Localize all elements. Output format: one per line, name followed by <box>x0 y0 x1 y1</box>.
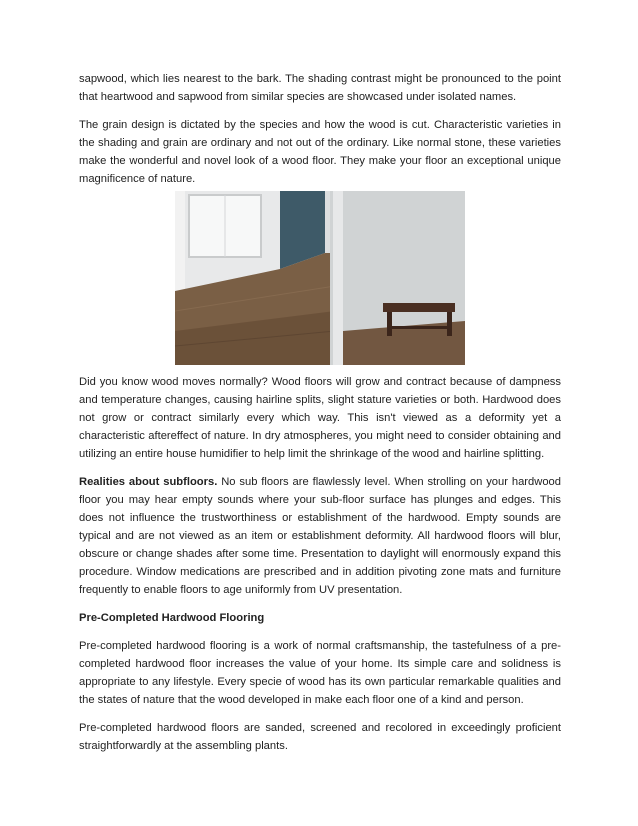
paragraph-subfloors <box>79 473 561 599</box>
section-heading: Pre-Completed Hardwood Flooring <box>79 612 265 624</box>
paragraph-grain-design: The grain design is dictated by the species and how the wood is cut. Characteristic varieties in the shading and grain are ordinary and not out of the ordinary. Like normal stone, these varieties make the wonderful and novel look of a wood floor. They make your floor an exceptional unique magnificence of nature. <box>79 119 561 185</box>
subfloors-body: No sub floors are flawlessly level. When strolling on your hardwood floor you may hear empty sounds where your sub-floor surface has plunges and edges. This does not influence the trustworthiness or establishment of the hardwood. Empty sounds are typical and are not viewed as an item or establishment deformity. All hardwood floors will blur, obscure or change shades after some time. Presentation to daylight will enormously expand this procedure. Window medications are prescribed and in addition pivoting zone mats and furniture frequently to enable floors to age uniformly from UV presentation. <box>79 476 561 596</box>
room-illustration <box>175 191 465 365</box>
paragraph-pre-completed: Pre-completed hardwood flooring is a work of normal craftsmanship, the tastefulness of a pre-completed hardwood floor increases the value of your home. Its simple care and solidness is appropriate to any lifestyle. Every specie of wood has its own particular remarkable qualities and the states of nature that the wood developed in make each floor one of a kind and person. <box>79 640 561 706</box>
paragraph-sanded: Pre-completed hardwood floors are sanded, screened and recolored in exceedingly proficient straightforwardly at the assembling plants. <box>79 722 561 752</box>
paragraph-sapwood: sapwood, which lies nearest to the bark. The shading contrast might be pronounced to the point that heartwood and sapwood from similar species are showcased under isolated names. <box>79 73 561 103</box>
subfloors-lead: Realities about subfloors. <box>79 476 218 488</box>
paragraph-wood-moves: Did you know wood moves normally? Wood floors will grow and contract because of dampness and temperature changes, causing hairline splits, slight stature varieties or both. Hardwood does not grow or contract similarly every which way. This isn't viewed as a deformity yet a characteristic aftereffect of nature. In dry atmospheres, you might need to consider obtaining and utilizing an entire house humidifier to help limit the shrinkage of the wood and hairline splitting. <box>79 376 561 460</box>
text-block-top <box>79 70 561 198</box>
text-block-bottom <box>79 373 561 765</box>
room-photo <box>175 191 465 365</box>
